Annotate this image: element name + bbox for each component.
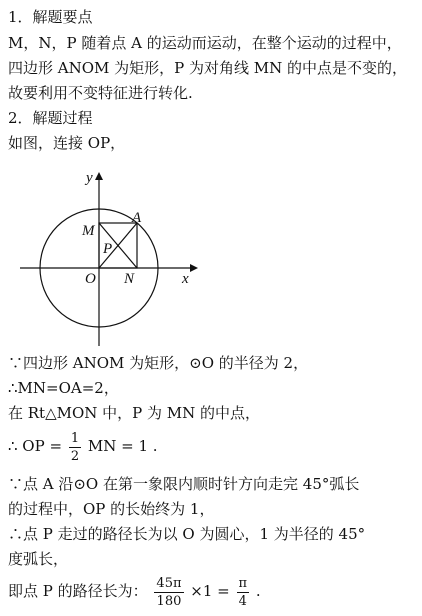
fraction-denominator: 180	[156, 593, 182, 609]
fraction-denominator: 4	[238, 593, 247, 609]
label-o: O	[85, 271, 96, 287]
fraction-one-half	[69, 432, 81, 463]
proof-line-3: 在 Rt△MON 中，P 为 MN 的中点，	[8, 404, 261, 422]
label-a: A	[132, 210, 142, 226]
label-m: M	[82, 223, 95, 239]
y-axis-arrow	[95, 172, 103, 180]
section2-intro: 如图，连接 OP，	[8, 134, 126, 152]
op-equation-suffix: MN = 1 .	[87, 437, 158, 455]
proof-line-8: 度弧长，	[8, 550, 69, 568]
proof-line-2: ∴MN=OA=2，	[8, 379, 119, 397]
fraction-pi-4	[237, 577, 250, 608]
label-n: N	[124, 271, 135, 287]
proof-line-5: ∵点 A 沿⊙O 在第一象限内顺时针方向走完 45°弧长	[8, 475, 360, 493]
section1-heading: 1．解题要点	[8, 8, 93, 26]
section2-heading: 2．解题过程	[8, 109, 93, 127]
fraction-numerator: π	[238, 575, 248, 591]
section1-line-2: 四边形 ANOM 为矩形，P 为对角线 MN 的中点是不变的，	[8, 59, 408, 77]
proof-line-9	[8, 572, 261, 610]
op-equation-prefix: ∴ OP =	[8, 437, 63, 455]
fraction-45pi-180	[154, 577, 183, 608]
path-length-prefix: 即点 P 的路径长为：	[8, 582, 148, 600]
proof-line-7: ∴点 P 走过的路径长为以 O 为圆心，1 为半径的 45°	[8, 525, 366, 543]
x-axis-arrow	[190, 264, 198, 272]
path-length-times-one: ×1 =	[190, 582, 230, 600]
label-y: y	[86, 170, 93, 186]
label-p: P	[103, 241, 113, 257]
fraction-numerator: 45π	[156, 575, 182, 591]
circle-rectangle-figure	[12, 168, 202, 348]
fraction-numerator: 1	[70, 430, 80, 446]
proof-line-6: 的过程中，OP 的长始终为 1，	[8, 500, 215, 518]
fraction-denominator: 2	[70, 448, 80, 464]
proof-line-4	[8, 427, 158, 465]
path-length-period: .	[255, 582, 261, 600]
proof-line-1: ∵四边形 ANOM 为矩形，⊙O 的半径为 2，	[8, 354, 309, 372]
section1-line-3: 故要利用不变特征进行转化.	[8, 84, 193, 102]
label-x: x	[182, 271, 189, 287]
section1-line-1: M，N，P 随着点 A 的运动而运动，在整个运动的过程中，	[8, 34, 402, 52]
